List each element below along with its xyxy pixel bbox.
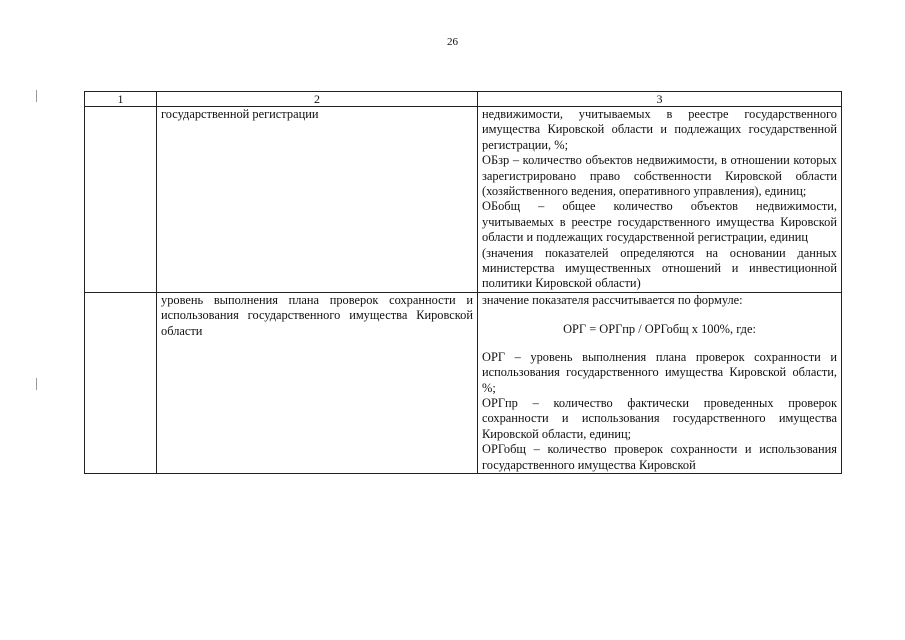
row1-method-para: (значения показателей определяются на основании данных министерства имущественных отношений и инвестиционной политики Кировской области)	[482, 245, 837, 291]
row2-indicator-cell	[157, 292, 478, 473]
row1-method-para: недвижимости, учитываемых в реестре государственного имущества Кировской области и подлежащих государственной регистрации, %;	[482, 107, 837, 152]
row2-method-intro: значение показателя рассчитывается по формуле:	[482, 292, 743, 307]
row2-indicator-name: уровень выполнения плана проверок сохранности и использования государственного имущества Кировской области	[161, 292, 473, 338]
header-col-1: 1	[85, 92, 157, 107]
page-number: 26	[447, 36, 458, 48]
row1-indicator-name: государственной регистрации	[157, 107, 478, 293]
row2-formula: ОРГ = ОРГпр / ОРГобщ x 100%, где:	[563, 322, 756, 337]
header-col-3: 3	[478, 92, 842, 107]
header-col-2: 2	[157, 92, 478, 107]
row2-col1-cell	[85, 292, 157, 473]
table-row	[85, 292, 842, 473]
margin-mark-bottom	[36, 378, 37, 390]
header-row	[85, 92, 842, 107]
indicator-table	[84, 91, 842, 474]
row1-method-para: ОБобщ – общее количество объектов недвижимости, учитываемых в реестре государственного имущества Кировской области и подлежащих государственной регистрации, единиц	[482, 199, 837, 245]
row1-method-para: ОБзр – количество объектов недвижимости, в отношении которых зарегистрировано право собственности Кировской области (хозяйственного ведения, оперативного управления), единиц;	[482, 153, 837, 199]
row1-col1-cell	[85, 107, 157, 293]
row2-method-para: ОРГобщ – количество проверок сохранности и использования государственного имущества Кировской	[482, 442, 837, 472]
row2-method-para: ОРГпр – количество фактически проведенных проверок сохранности и использования государственного имущества Кировской области, единиц;	[482, 395, 837, 441]
row2-method-para: ОРГ – уровень выполнения плана проверок сохранности и использования государственного имущества Кировской области, %;	[482, 349, 837, 395]
row2-method-cell	[478, 292, 842, 473]
margin-mark-top	[36, 90, 37, 102]
row1-method-cell	[478, 107, 842, 293]
table-row	[85, 107, 842, 293]
